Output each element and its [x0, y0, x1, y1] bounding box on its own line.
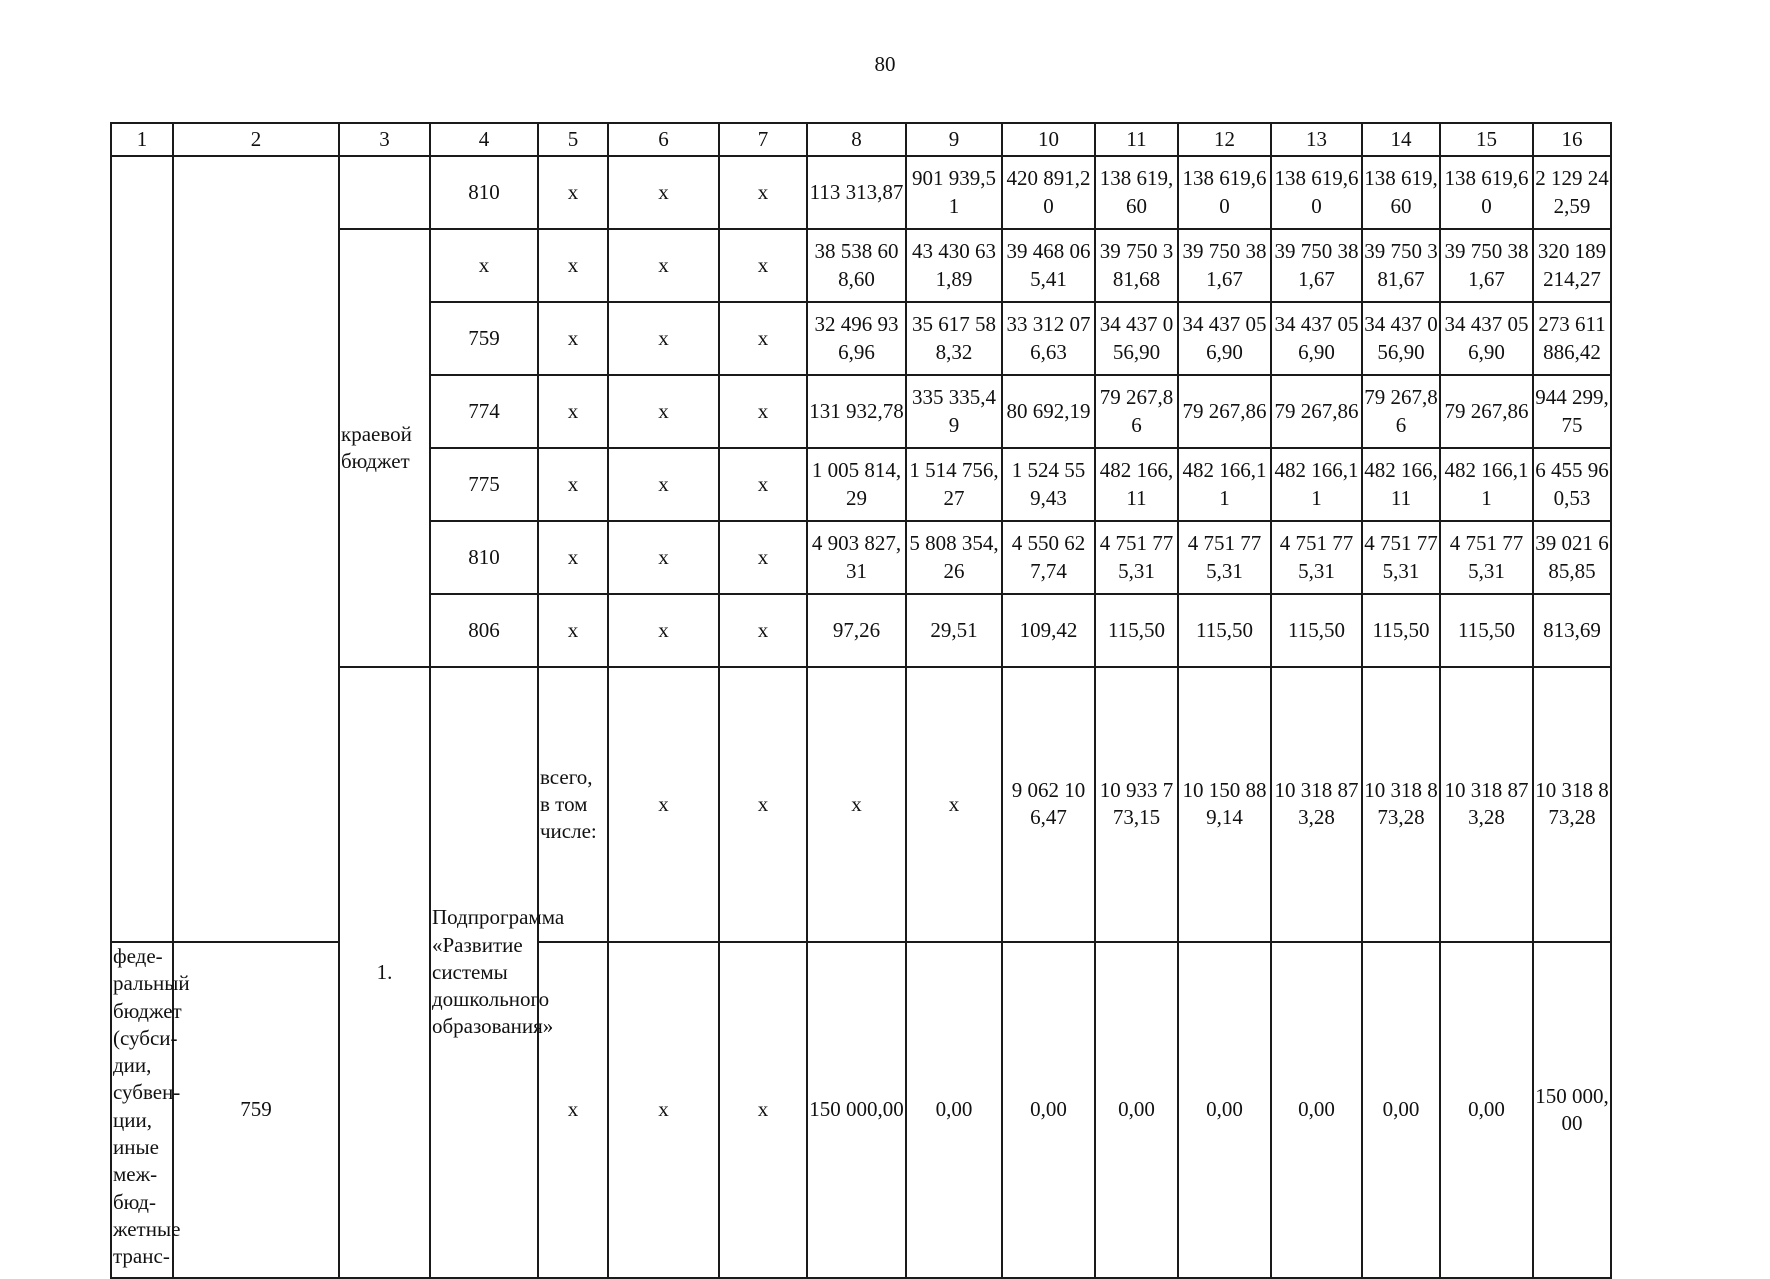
source-cell [339, 156, 430, 229]
value-cell: 39 750 381,67 [1362, 229, 1440, 302]
value-cell: 9 062 106,47 [1002, 667, 1095, 942]
value-cell: 0,00 [1002, 942, 1095, 1278]
code-cell: 759 [173, 942, 339, 1278]
value-cell: 482 166,11 [1178, 448, 1271, 521]
value-cell: 138 619,60 [1095, 156, 1178, 229]
value-cell: 138 619,60 [1271, 156, 1362, 229]
regional-budget-label: краевой бюджет [339, 229, 430, 667]
value-cell: 80 692,19 [1002, 375, 1095, 448]
code-cell: 775 [430, 448, 538, 521]
header-cell: 11 [1095, 123, 1178, 156]
value-cell: 79 267,86 [1095, 375, 1178, 448]
value-cell: 79 267,86 [1440, 375, 1533, 448]
value-cell: 5 808 354,26 [906, 521, 1002, 594]
code-cell: 810 [430, 156, 538, 229]
value-cell: 0,00 [1362, 942, 1440, 1278]
value-cell: 4 903 827,31 [807, 521, 906, 594]
header-cell: 2 [173, 123, 339, 156]
value-cell: 150 000,00 [807, 942, 906, 1278]
value-cell: 4 751 775,31 [1095, 521, 1178, 594]
value-cell: 97,26 [807, 594, 906, 667]
value-cell: 901 939,51 [906, 156, 1002, 229]
table-row [111, 942, 1611, 1278]
value-cell: 39 750 381,67 [1271, 229, 1362, 302]
code-cell: х [608, 942, 719, 1278]
table-row [111, 156, 1611, 229]
value-cell: 4 751 775,31 [1440, 521, 1533, 594]
value-cell: 0,00 [1440, 942, 1533, 1278]
value-cell: 115,50 [1095, 594, 1178, 667]
value-cell: 79 267,86 [1362, 375, 1440, 448]
code-cell: х [608, 229, 719, 302]
value-cell: 0,00 [1178, 942, 1271, 1278]
value-cell: 1 005 814,29 [807, 448, 906, 521]
total-cell: 944 299,75 [1533, 375, 1611, 448]
code-cell: 810 [430, 521, 538, 594]
header-cell: 10 [1002, 123, 1095, 156]
value-cell: 39 750 381,67 [1440, 229, 1533, 302]
code-cell: х [719, 942, 807, 1278]
total-cell: 813,69 [1533, 594, 1611, 667]
value-cell: 10 318 873,28 [1533, 667, 1611, 942]
value-cell: 4 751 775,31 [1362, 521, 1440, 594]
value-cell: 35 617 588,32 [906, 302, 1002, 375]
code-cell: х [608, 594, 719, 667]
value-cell: 32 496 936,96 [807, 302, 906, 375]
code-cell: х [608, 667, 719, 942]
value-cell: 138 619,60 [1440, 156, 1533, 229]
value-cell: 43 430 631,89 [906, 229, 1002, 302]
header-cell: 12 [1178, 123, 1271, 156]
header-cell: 4 [430, 123, 538, 156]
code-cell: х [906, 667, 1002, 942]
value-cell: 335 335,49 [906, 375, 1002, 448]
total-cell: 150 000,00 [1533, 942, 1611, 1278]
code-cell: х [719, 229, 807, 302]
code-cell: х [430, 229, 538, 302]
code-cell: 774 [430, 375, 538, 448]
header-cell: 3 [339, 123, 430, 156]
code-cell: х [719, 302, 807, 375]
value-cell: 115,50 [1362, 594, 1440, 667]
value-cell: 4 751 775,31 [1178, 521, 1271, 594]
code-cell: х [719, 375, 807, 448]
value-cell: 109,42 [1002, 594, 1095, 667]
code-cell: х [719, 156, 807, 229]
value-cell: 10 318 873,28 [1271, 667, 1362, 942]
code-cell: х [538, 594, 608, 667]
page-number: 80 [874, 52, 896, 76]
value-cell: 0,00 [1271, 942, 1362, 1278]
header-cell: 6 [608, 123, 719, 156]
value-cell: 10 150 889,14 [1178, 667, 1271, 942]
budget-table [110, 122, 1612, 1279]
code-cell: х [719, 667, 807, 942]
value-cell: 0,00 [906, 942, 1002, 1278]
code-cell: х [538, 302, 608, 375]
value-cell: 34 437 056,90 [1095, 302, 1178, 375]
value-cell: 79 267,86 [1271, 375, 1362, 448]
code-cell: х [608, 448, 719, 521]
code-cell: х [538, 942, 608, 1278]
code-cell: х [608, 302, 719, 375]
value-cell: 482 166,11 [1440, 448, 1533, 521]
code-cell: х [719, 521, 807, 594]
value-cell: 34 437 056,90 [1271, 302, 1362, 375]
value-cell: 420 891,20 [1002, 156, 1095, 229]
code-cell: х [608, 521, 719, 594]
source-cell: всего, в том числе: [538, 667, 608, 942]
value-cell: 34 437 056,90 [1362, 302, 1440, 375]
value-cell: 482 166,11 [1095, 448, 1178, 521]
value-cell: 115,50 [1440, 594, 1533, 667]
code-cell: 806 [430, 594, 538, 667]
code-cell: х [608, 156, 719, 229]
value-cell: 34 437 056,90 [1440, 302, 1533, 375]
code-cell: х [719, 448, 807, 521]
value-cell: 482 166,11 [1362, 448, 1440, 521]
value-cell: 10 933 773,15 [1095, 667, 1178, 942]
code-cell: х [538, 156, 608, 229]
value-cell: 115,50 [1178, 594, 1271, 667]
code-cell: х [538, 521, 608, 594]
code-cell: х [538, 375, 608, 448]
value-cell: 10 318 873,28 [1440, 667, 1533, 942]
source-cell: феде-ральный бюджет (субси-дии, субвен-ции, иные меж-бюд-жетные транс- [111, 942, 173, 1278]
value-cell: 34 437 056,90 [1178, 302, 1271, 375]
program-name-cell [173, 156, 339, 942]
code-cell: 759 [430, 302, 538, 375]
value-cell: 138 619,60 [1362, 156, 1440, 229]
header-cell: 5 [538, 123, 608, 156]
total-cell: 320 189 214,27 [1533, 229, 1611, 302]
row-number-cell [111, 156, 173, 942]
value-cell: 39 468 065,41 [1002, 229, 1095, 302]
total-cell: 2 129 242,59 [1533, 156, 1611, 229]
value-cell: 1 524 559,43 [1002, 448, 1095, 521]
program-number-cell: 1. [339, 667, 430, 1278]
value-cell: 39 750 381,68 [1095, 229, 1178, 302]
value-cell: 0,00 [1095, 942, 1178, 1278]
header-cell: 14 [1362, 123, 1440, 156]
value-cell: 29,51 [906, 594, 1002, 667]
value-cell: 39 750 381,67 [1178, 229, 1271, 302]
header-cell: 9 [906, 123, 1002, 156]
value-cell: 1 514 756,27 [906, 448, 1002, 521]
header-cell: 8 [807, 123, 906, 156]
value-cell: 115,50 [1271, 594, 1362, 667]
value-cell: 33 312 076,63 [1002, 302, 1095, 375]
header-cell: 13 [1271, 123, 1362, 156]
value-cell: 138 619,60 [1178, 156, 1271, 229]
header-cell: 16 [1533, 123, 1611, 156]
code-cell: х [538, 448, 608, 521]
value-cell: 482 166,11 [1271, 448, 1362, 521]
value-cell: 38 538 608,60 [807, 229, 906, 302]
code-cell: х [538, 229, 608, 302]
total-cell: 6 455 960,53 [1533, 448, 1611, 521]
program-name-cell: Подпрограмма «Развитие системы дошкольного образования» [430, 667, 538, 1278]
total-cell: 39 021 685,85 [1533, 521, 1611, 594]
header-cell: 15 [1440, 123, 1533, 156]
value-cell: 4 751 775,31 [1271, 521, 1362, 594]
value-cell: 10 318 873,28 [1362, 667, 1440, 942]
code-cell: х [719, 594, 807, 667]
code-cell: х [807, 667, 906, 942]
total-cell: 273 611 886,42 [1533, 302, 1611, 375]
value-cell: 79 267,86 [1178, 375, 1271, 448]
value-cell: 4 550 627,74 [1002, 521, 1095, 594]
table-header-row [111, 123, 1611, 156]
header-cell: 1 [111, 123, 173, 156]
code-cell: х [608, 375, 719, 448]
header-cell: 7 [719, 123, 807, 156]
value-cell: 113 313,87 [807, 156, 906, 229]
value-cell: 131 932,78 [807, 375, 906, 448]
